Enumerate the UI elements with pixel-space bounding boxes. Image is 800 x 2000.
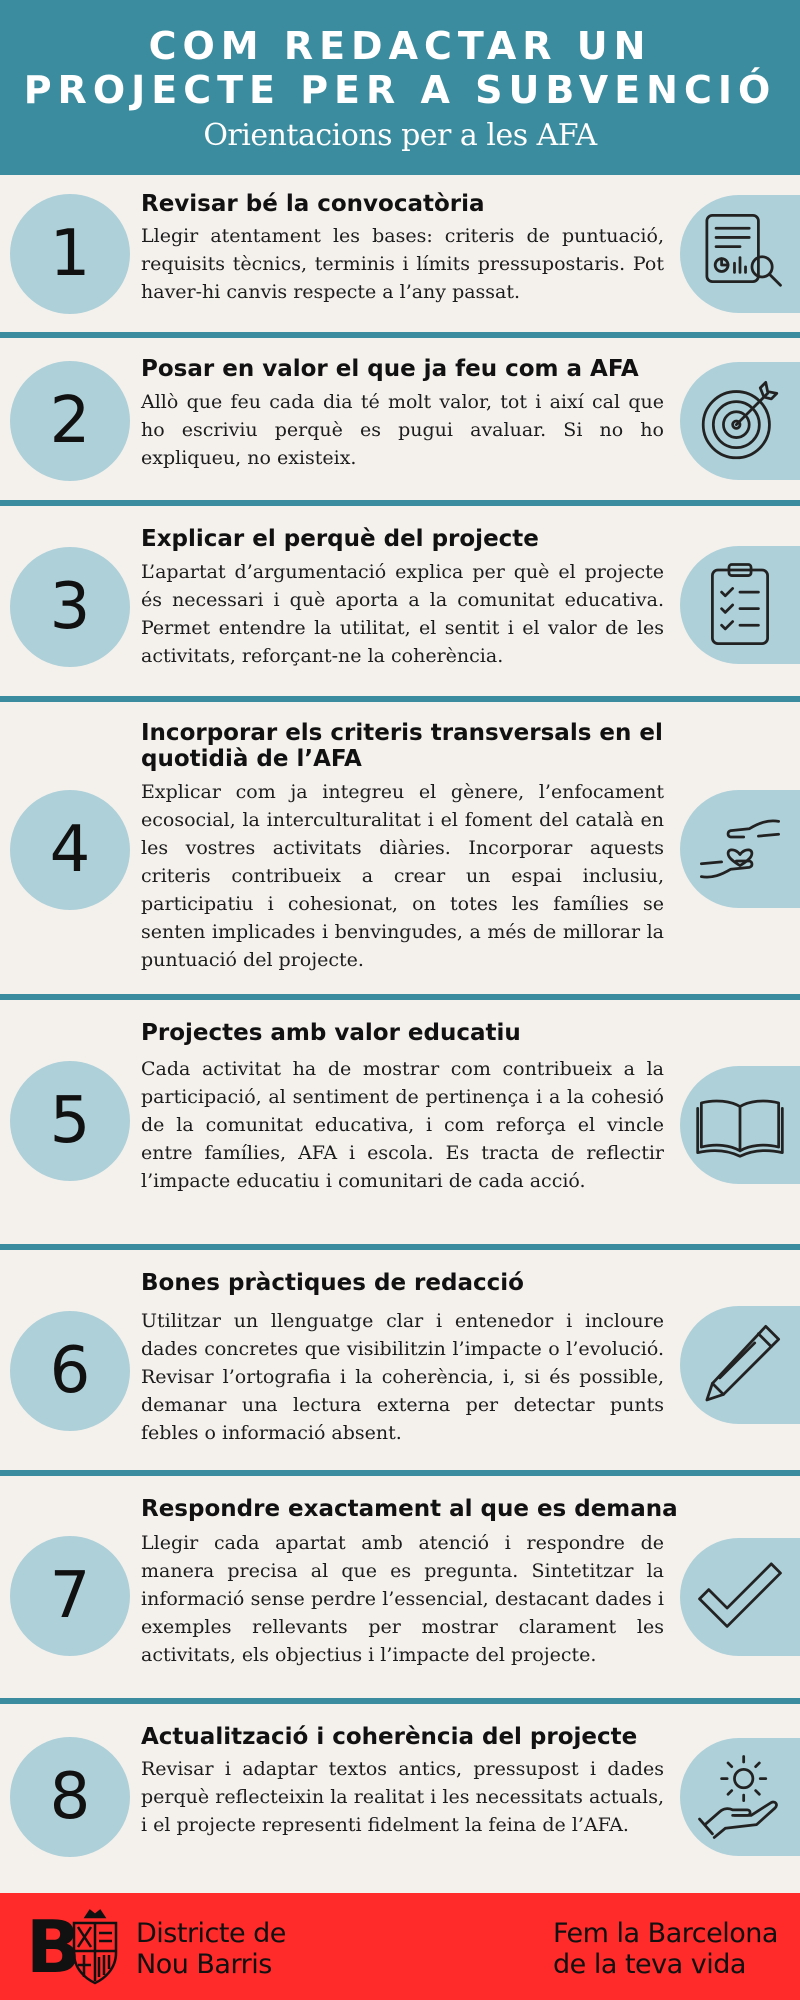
section-2 (0, 338, 800, 500)
section-2-icon-tab (680, 362, 800, 480)
section-1 (0, 175, 800, 332)
section-7-body: Llegir cada apartat amb atenció i respondre de manera precisa al que es pregunta. Sintetitzar la informació sense perdre l’essencial, destacant dades i exemples rellevants per mostrar clarament les activitats, els objectius i l’impacte del projecte. (141, 1532, 664, 1666)
section-6-icon-tab (680, 1306, 800, 1424)
header-banner (0, 0, 800, 175)
section-3-title: Explicar el perquè del projecte (141, 526, 539, 552)
footer-banner (0, 1893, 800, 2000)
clipboard-checklist-icon (694, 559, 786, 651)
pencil-icon (694, 1319, 786, 1411)
section-1-title: Revisar bé la convocatòria (141, 191, 485, 217)
open-book-icon (694, 1079, 786, 1171)
section-4-icon-tab (680, 790, 800, 908)
section-8 (0, 1704, 800, 1893)
step-number-4: 4 (10, 790, 130, 910)
barcelona-shield-icon (64, 1907, 126, 1987)
page-title-line2: PROJECTE PER A SUBVENCIÓ (23, 68, 777, 112)
section-6-title: Bones pràctiques de redacció (141, 1270, 524, 1296)
district-name: Districte de Nou Barris (136, 1918, 286, 1980)
section-1-body: Llegir atentament les bases: criteris de puntuació, requisits tècnics, terminis i límits pressupostaris. Pot haver-hi canvis respecte a l’any passat. (141, 225, 664, 303)
checkmark-icon (694, 1551, 786, 1643)
section-7-title: Respondre exactament al que es demana (141, 1496, 678, 1522)
section-7 (0, 1476, 800, 1698)
section-4-body: Explicar com ja integreu el gènere, l’enfocament ecosocial, la interculturalitat i el foment del català en les vostres activitats diàries. Incorporar aquests criteris contribueix a crear un espai inclusiu, participatiu i cohesionat, on totes les famílies se senten implicades i benvingudes, a més de millorar la puntuació del projecte. (141, 781, 664, 971)
section-5-icon-tab (680, 1066, 800, 1184)
step-number-5: 5 (10, 1061, 130, 1181)
page-title-line1: COM REDACTAR UN (148, 24, 652, 68)
target-icon (694, 375, 786, 467)
page-subtitle: Orientacions per a les AFA (203, 118, 597, 153)
section-4-title: Incorporar els criteris transversals en el quotidià de l’AFA (141, 720, 663, 772)
section-6-body: Utilitzar un llenguatge clar i entenedor i incloure dades concretes que visibilitzin l’impacte o l’evolució. Revisar l’ortografia i la coherència, i, si és possible, demanar una lectura externa per detectar punts febles o informació absent. (141, 1310, 664, 1444)
section-4 (0, 702, 800, 994)
section-3-body: L’apartat d’argumentació explica per què el projecte és necessari i què aporta a la comunitat educativa. Permet entendre la utilitat, el sentit i el valor de les activitats, reforçant-ne la coherència. (141, 561, 664, 667)
section-8-title: Actualització i coherència del projecte (141, 1724, 638, 1750)
section-6 (0, 1250, 800, 1470)
section-5 (0, 1000, 800, 1244)
step-number-8: 8 (10, 1737, 130, 1857)
report-magnifier-icon (694, 208, 786, 300)
section-5-title: Projectes amb valor educatiu (141, 1020, 521, 1046)
step-number-2: 2 (10, 361, 130, 481)
section-8-body: Revisar i adaptar textos antics, pressupost i dades perquè reflecteixin la realitat i les necessitats actuals, i el projecte representi fidelment la feina de l’AFA. (141, 1758, 664, 1836)
step-number-6: 6 (10, 1311, 130, 1431)
section-3 (0, 506, 800, 696)
barcelona-logo-letter: B (26, 1905, 81, 1989)
city-motto: Fem la Barcelona de la teva vida (553, 1918, 778, 1980)
hand-gear-icon (694, 1751, 786, 1843)
section-5-body: Cada activitat ha de mostrar com contribueix a la participació, al sentiment de pertinença i a la cohesió de la comunitat educativa, i com reforça el vincle entre famílies, AFA i escola. Es tracta de reflectir l’impacte educatiu i comunitari de cada acció. (141, 1058, 664, 1192)
step-number-3: 3 (10, 547, 130, 667)
section-7-icon-tab (680, 1538, 800, 1656)
section-2-title: Posar en valor el que ja feu com a AFA (141, 356, 639, 382)
section-8-icon-tab (680, 1738, 800, 1856)
section-3-icon-tab (680, 546, 800, 664)
section-2-body: Allò que feu cada dia té molt valor, tot i així cal que ho escriviu perquè es pugui avaluar. Si no ho expliqueu, no existeix. (141, 391, 664, 469)
hands-heart-icon (694, 803, 786, 895)
step-number-7: 7 (10, 1536, 130, 1656)
step-number-1: 1 (10, 194, 130, 314)
section-1-icon-tab (680, 195, 800, 313)
